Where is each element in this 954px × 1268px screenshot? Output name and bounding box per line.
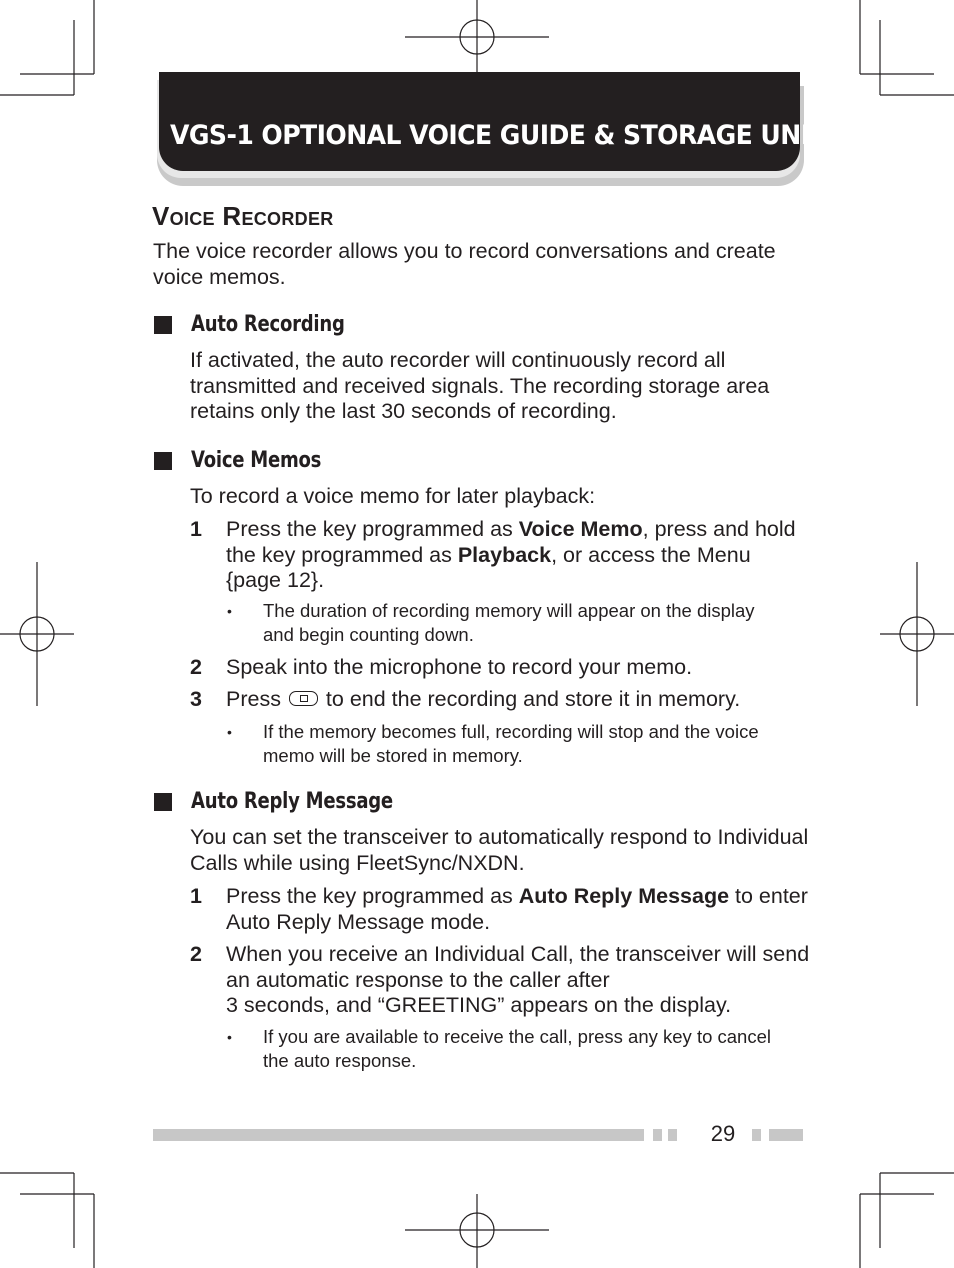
bullet-dot: • (227, 724, 232, 740)
page-number: 29 (710, 1121, 736, 1146)
step-number: 1 (190, 517, 202, 541)
step-text: When you receive an Individual Call, the transceiver will send an automatic response to the caller after 3 seconds, and “GREETING” appears on the display. (226, 942, 810, 1017)
square-bullet-icon (154, 316, 172, 334)
chapter-title: VGS-1 OPTIONAL VOICE GUIDE & STORAGE UNIT (170, 120, 827, 151)
auto-reply-note-1: • If you are available to receive the call, press any key to cancel the auto response. (227, 1026, 771, 1071)
memo-key-icon (289, 691, 318, 706)
bullet-dot: • (227, 1029, 232, 1045)
step-text: Speak into the microphone to record your memo. (226, 655, 693, 679)
footer-square (653, 1129, 662, 1141)
subheading-voice-memos: Voice Memos (153, 448, 350, 473)
footer-square (668, 1129, 677, 1141)
chapter-banner (159, 72, 827, 171)
step-text: Press the key programmed as Auto Reply Message to enter Auto Reply Message mode. (226, 884, 808, 934)
square-bullet-icon (154, 793, 172, 811)
subheading-auto-recording: Auto Recording (153, 312, 378, 337)
footer-rule (153, 1129, 644, 1141)
auto-reply-step-1 (190, 884, 810, 935)
step-number: 1 (190, 884, 202, 908)
auto-recording-body: If activated, the auto recorder will continuously record all transmitted and received signals. The recording storage area retains only the last 30 seconds of recording. (190, 348, 770, 423)
voice-memo-step-3 (190, 687, 810, 713)
bullet-dot: • (227, 603, 232, 619)
step-number: 2 (190, 655, 202, 679)
footer-rule-right (769, 1129, 803, 1141)
section-heading: Voice Recorder (152, 201, 334, 231)
section-intro: The voice recorder allows you to record conversations and create voice memos. (153, 239, 776, 289)
step-number: 3 (190, 687, 202, 711)
voice-memo-note-1: • The duration of recording memory will appear on the display and begin counting down. (227, 600, 755, 645)
step-number: 2 (190, 942, 202, 966)
auto-reply-intro: You can set the transceiver to automatically respond to Individual Calls while using FleetSync/NXDN. (190, 825, 809, 875)
step-text: Press the key programmed as Voice Memo, press and hold the key programmed as Playback, or access the Menu {page 12}. (226, 517, 796, 592)
voice-memos-intro: To record a voice memo for later playback: (190, 484, 596, 508)
voice-memo-note-2: • If the memory becomes full, recording will stop and the voice memo will be stored in memory. (227, 721, 759, 766)
voice-memo-step-2 (190, 655, 810, 681)
subheading-auto-reply-message: Auto Reply Message (153, 789, 437, 814)
auto-reply-step-2 (190, 942, 810, 1019)
square-bullet-icon (154, 452, 172, 470)
footer-square (752, 1129, 761, 1141)
step-text: Press to end the recording and store it in memory. (226, 687, 741, 711)
voice-memo-step-1 (190, 517, 810, 594)
